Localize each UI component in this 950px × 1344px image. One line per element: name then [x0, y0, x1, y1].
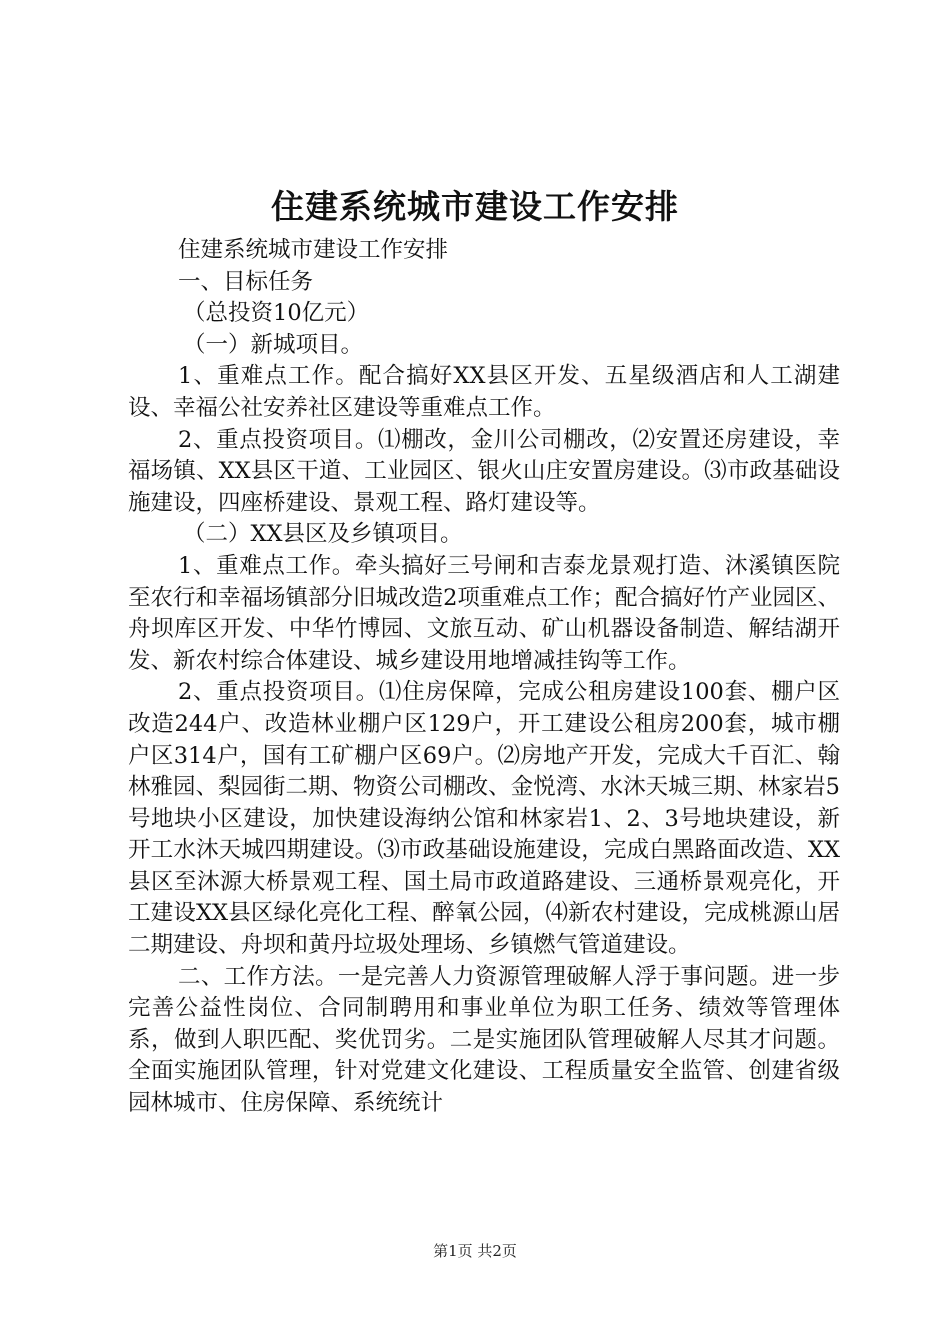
- paragraph-county-investment: 2、重点投资项目。⑴住房保障，完成公租房建设100套、棚户区改造244户、改造林业棚户区129户，开工建设公租房200套，城市棚户区314户，国有工矿棚户区69户。⑵房地产开发，完成大千百汇、翰林雅园、梨园街二期、物资公司棚改、金悦湾、水沐天城三期、林家岩5号地块小区建设，加快建设海纳公馆和林家岩1、2、3号地块建设，新开工水沐天城四期建设。⑶市政基础设施建设，完成白黑路面改造、XX县区至沐源大桥景观工程、国土局市政道路建设、三通桥景观亮化，开工建设XX县区绿化亮化工程、醉氧公园，⑷新农村建设，完成桃源山居二期建设、舟坝和黄丹垃圾处理场、乡镇燃气管道建设。: [128, 679, 840, 959]
- paragraph-section-one-heading: 一、目标任务: [178, 268, 314, 295]
- document-title: 住建系统城市建设工作安排: [271, 187, 679, 226]
- paragraph-county-key-work: 1、重难点工作。牵头搞好三号闸和吉泰龙景观打造、沐溪镇医院至农行和幸福场镇部分旧城改造2项重难点工作；配合搞好竹产业园区、舟坝库区开发、中华竹博园、文旅互动、矿山机器设备制造、解结湖开发、新农村综合体建设、城乡建设用地增减挂钩等工作。: [128, 552, 840, 674]
- paragraph-new-city-key-work: 1、重难点工作。配合搞好XX县区开发、五星级酒店和人工湖建设、幸福公社安养社区建设等重难点工作。: [128, 363, 840, 421]
- paragraph-total-investment: （总投资10亿元）: [183, 300, 370, 327]
- paragraph-county-projects: （二）XX县区及乡镇项目。: [183, 521, 463, 548]
- document-body: [128, 235, 840, 1120]
- paragraph-subtitle: 住建系统城市建设工作安排: [178, 237, 449, 263]
- paragraph-work-methods: 二、工作方法。一是完善人力资源管理破解人浮于事问题。进一步完善公益性岗位、合同制聘用和事业单位为职工任务、绩效等管理体系，做到人职匹配、奖优罚劣。二是实施团队管理破解人尽其才问题。全面实施团队管理，针对党建文化建设、工程质量安全监管、创建省级园林城市、住房保障、系统统计: [128, 963, 840, 1117]
- paragraph-new-city-investment: 2、重点投资项目。⑴棚改，金川公司棚改，⑵安置还房建设，幸福场镇、XX县区干道、工业园区、银火山庄安置房建设。⑶市政基础设施建设，四座桥建设、景观工程、路灯建设等。: [128, 426, 840, 516]
- paragraph-new-city-projects: （一）新城项目。: [183, 331, 364, 358]
- page-footer: 第1页 共2页: [433, 1242, 517, 1260]
